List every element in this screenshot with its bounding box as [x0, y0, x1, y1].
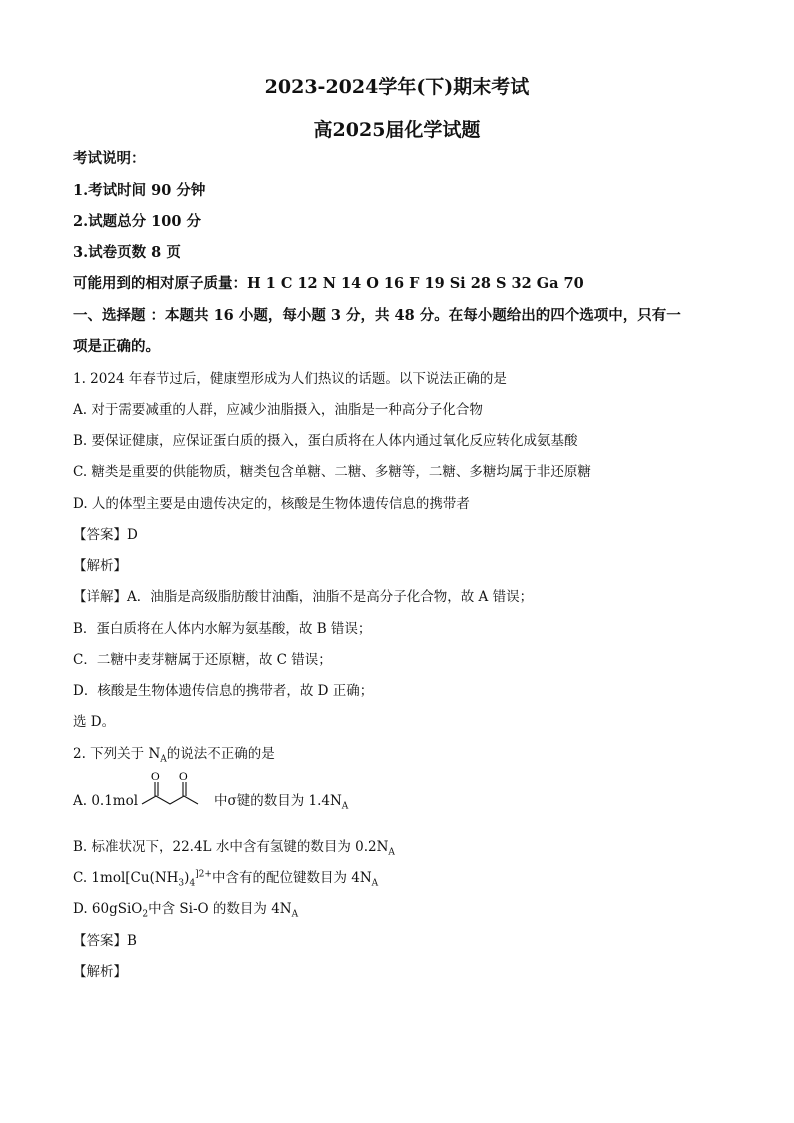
note-item: 2.试题总分 100 分	[73, 213, 202, 230]
question-1-detail: C．二糖中麦芽糖属于还原糖，故 C 错误；	[73, 652, 332, 668]
atomic-masses: 可能用到的相对原子质量：H 1 C 12 N 14 O 16 F 19 Si 28 S 32 Ga 70	[73, 275, 584, 292]
question-1-analysis-label: 【解析】	[73, 558, 127, 574]
question-1-answer: 【答案】D	[73, 527, 138, 543]
question-1-detail: D．核酸是生物体遗传信息的携带者，故 D 正确；	[73, 683, 374, 699]
question-2-option-a-suffix: 中σ键的数目为 $1.4N_A$	[214, 793, 349, 812]
question-2-option-b: B. 标准状况下，22.4L 水中含有氢键的数目为 $0.2N_A$	[73, 839, 395, 858]
section-heading-cont: 项是正确的。	[73, 338, 160, 355]
question-1-detail: B．蛋白质将在人体内水解为氨基酸，故 B 错误；	[73, 621, 372, 637]
question-1-option-d: D. 人的体型主要是由遗传决定的，核酸是生物体遗传信息的携带者	[73, 496, 470, 512]
note-item: 3.试卷页数 8 页	[73, 244, 181, 261]
question-1-stem: 1. 2024 年春节过后，健康塑形成为人们热议的话题。以下说法正确的是	[73, 371, 507, 387]
note-item: 1.考试时间 90 分钟	[73, 182, 206, 199]
question-2-option-d: D. 60gSiO$_2$中含 Si-O 的数目为 $4N_A$	[73, 901, 299, 920]
question-2-stem: 2. 下列关于 $N_A$的说法不正确的是	[73, 746, 275, 765]
question-1-option-a: A. 对于需要减重的人群，应减少油脂摄入，油脂是一种高分子化合物	[73, 402, 483, 418]
question-1-option-b: B. 要保证健康，应保证蛋白质的摄入，蛋白质将在人体内通过氧化反应转化成氨基酸	[73, 433, 578, 449]
question-2-option-c: C. $1mol[Cu(NH_3)_4^{]2+}$中含有的配位键数目为 $4N_A$	[73, 869, 379, 889]
carbonyl-oxygen-label: O	[179, 770, 188, 783]
notes-heading: 考试说明：	[73, 150, 146, 167]
question-1-detail: 选 D。	[73, 714, 116, 730]
exam-title: 2023-2024学年(下)期末考试	[264, 76, 530, 98]
question-2-answer: 【答案】B	[73, 933, 137, 949]
question-2-option-a-prefix: A. 0.1mol	[73, 793, 139, 809]
carbonyl-oxygen-label: O	[151, 770, 160, 783]
exam-subtitle: 高2025届化学试题	[313, 119, 481, 141]
question-1-option-c: C. 糖类是重要的供能物质，糖类包含单糖、二糖、多糖等，二糖、多糖均属于非还原糖	[73, 464, 591, 480]
question-1-detail: 【详解】A．油脂是高级脂肪酸甘油酯，油脂不是高分子化合物，故 A 错误；	[73, 589, 534, 605]
acetylacetone-structure	[140, 770, 210, 808]
question-2-analysis-label: 【解析】	[73, 964, 127, 980]
section-heading: 一、选择题 ：本题共 16 小题，每小题 3 分，共 48 分。在每小题给出的四个选项中，只有一	[73, 307, 681, 324]
